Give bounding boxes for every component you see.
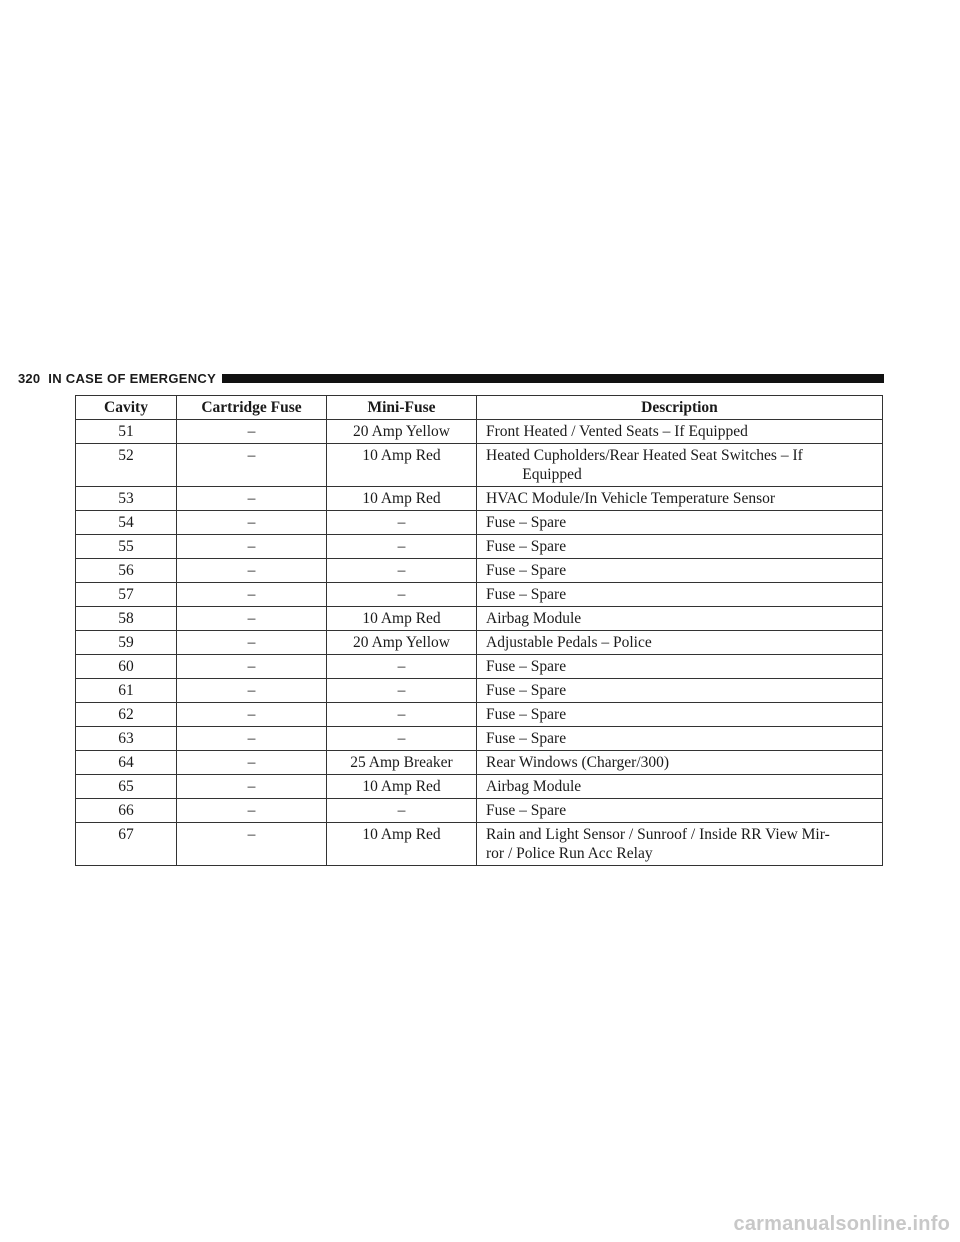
cavity-cell: 59 [76,631,177,655]
page-number: 320 [18,370,41,386]
cavity-cell: 62 [76,703,177,727]
table-row [76,727,883,751]
page-header [18,369,884,387]
cartridge-fuse-cell: – [177,444,327,487]
mini-fuse-cell: – [327,655,477,679]
cartridge-fuse-cell: – [177,799,327,823]
cavity-cell: 64 [76,751,177,775]
table-row [76,703,883,727]
description-cell [477,679,883,703]
cartridge-fuse-cell: – [177,535,327,559]
mini-fuse-cell: – [327,583,477,607]
table-row [76,444,883,487]
description-line: Fuse – Spare [486,682,567,699]
description-line: Fuse – Spare [486,514,567,531]
cavity-cell: 53 [76,487,177,511]
cartridge-fuse-cell: – [177,420,327,444]
table-row [76,583,883,607]
description-line: Fuse – Spare [486,538,567,555]
fuse-table [75,395,883,866]
cavity-cell: 51 [76,420,177,444]
table-header-row [76,396,883,420]
cartridge-fuse-cell: – [177,583,327,607]
description-line: Front Heated / Vented Seats – If Equipped [486,423,748,440]
table-row [76,535,883,559]
table-row [76,799,883,823]
cartridge-fuse-cell: – [177,703,327,727]
mini-fuse-cell: 20 Amp Yellow [327,631,477,655]
description-line: Adjustable Pedals – Police [486,634,652,651]
description-line: Airbag Module [486,778,582,795]
mini-fuse-cell: – [327,559,477,583]
mini-fuse-cell: 10 Amp Red [327,775,477,799]
cavity-cell: 63 [76,727,177,751]
description-cell [477,535,883,559]
cavity-cell: 66 [76,799,177,823]
cavity-cell: 67 [76,823,177,866]
cavity-cell: 58 [76,607,177,631]
cavity-cell: 55 [76,535,177,559]
cavity-cell: 56 [76,559,177,583]
description-line: HVAC Module/In Vehicle Temperature Sensor [486,490,776,507]
section-title: IN CASE OF EMERGENCY [48,370,217,386]
description-line: Airbag Module [486,610,582,627]
mini-fuse-cell: 25 Amp Breaker [327,751,477,775]
cartridge-fuse-cell: – [177,679,327,703]
description-cell [477,727,883,751]
table-row [76,751,883,775]
cartridge-fuse-cell: – [177,559,327,583]
description-cell [477,420,883,444]
cartridge-fuse-cell: – [177,487,327,511]
mini-fuse-cell: – [327,511,477,535]
table-row [76,511,883,535]
cartridge-fuse-cell: – [177,751,327,775]
description-cell [477,583,883,607]
mini-fuse-cell: 10 Amp Red [327,607,477,631]
cavity-cell: 65 [76,775,177,799]
description-cell [477,511,883,535]
description-line: Fuse – Spare [486,730,567,747]
column-header-mini-fuse: Mini-Fuse [327,396,477,420]
description-cell [477,751,883,775]
mini-fuse-cell: – [327,535,477,559]
column-header-description: Description [477,396,883,420]
description-line: Fuse – Spare [486,562,567,579]
description-line: Rain and Light Sensor / Sunroof / Inside RR View Mir- [486,826,830,843]
table-row [76,631,883,655]
mini-fuse-cell: 10 Amp Red [327,444,477,487]
mini-fuse-cell: 20 Amp Yellow [327,420,477,444]
column-header-cavity: Cavity [76,396,177,420]
description-line: Fuse – Spare [486,802,567,819]
fuse-table-body [76,420,883,866]
description-cell [477,607,883,631]
cartridge-fuse-cell: – [177,727,327,751]
cavity-cell: 52 [76,444,177,487]
description-line: ror / Police Run Acc Relay [486,845,653,862]
mini-fuse-cell: – [327,727,477,751]
description-cell [477,444,883,487]
cavity-cell: 61 [76,679,177,703]
table-row [76,655,883,679]
table-row [76,487,883,511]
description-line: Fuse – Spare [486,586,567,603]
cartridge-fuse-cell: – [177,823,327,866]
cartridge-fuse-cell: – [177,607,327,631]
cavity-cell: 54 [76,511,177,535]
cartridge-fuse-cell: – [177,631,327,655]
description-cell [477,775,883,799]
description-cell [477,631,883,655]
description-line: Equipped [522,466,582,483]
header-rule [222,374,884,383]
description-line: Fuse – Spare [486,706,567,723]
description-cell [477,559,883,583]
table-row [76,775,883,799]
table-row [76,420,883,444]
table-row [76,607,883,631]
mini-fuse-cell: – [327,799,477,823]
cartridge-fuse-cell: – [177,775,327,799]
mini-fuse-cell: – [327,679,477,703]
table-row [76,679,883,703]
cavity-cell: 57 [76,583,177,607]
description-cell [477,703,883,727]
watermark: carmanualsonline.info [733,1213,950,1235]
description-cell [477,823,883,866]
description-cell [477,487,883,511]
table-row [76,559,883,583]
description-line: Heated Cupholders/Rear Heated Seat Switches – If [486,447,803,464]
mini-fuse-cell: 10 Amp Red [327,823,477,866]
cartridge-fuse-cell: – [177,655,327,679]
description-cell [477,655,883,679]
mini-fuse-cell: – [327,703,477,727]
description-cell [477,799,883,823]
table-row [76,823,883,866]
cartridge-fuse-cell: – [177,511,327,535]
mini-fuse-cell: 10 Amp Red [327,487,477,511]
cavity-cell: 60 [76,655,177,679]
description-line: Fuse – Spare [486,658,567,675]
description-line: Rear Windows (Charger/300) [486,754,670,771]
column-header-cartridge-fuse: Cartridge Fuse [177,396,327,420]
